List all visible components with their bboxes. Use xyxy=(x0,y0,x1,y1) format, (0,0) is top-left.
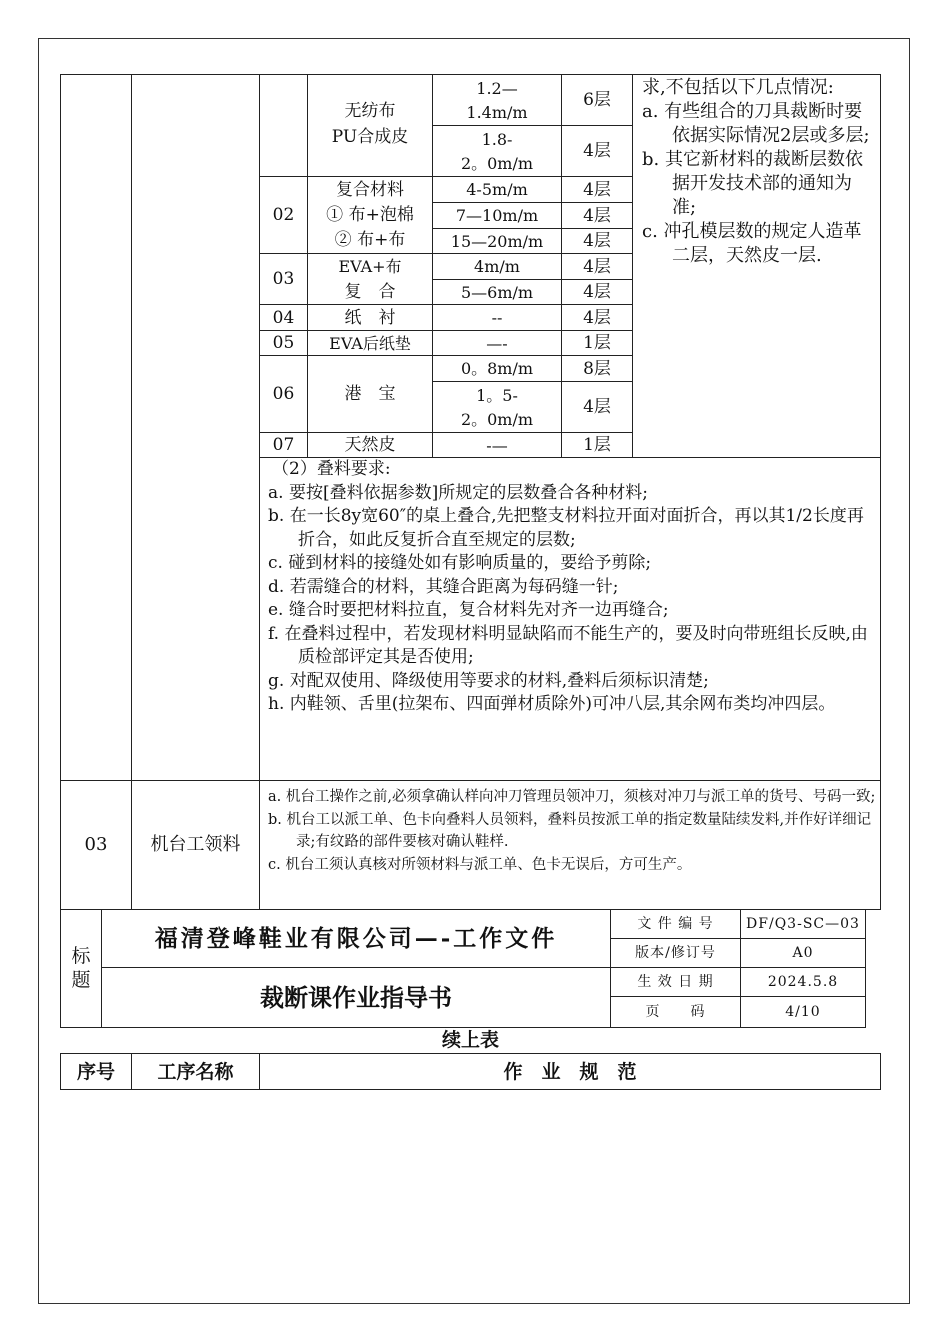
stacking-heading: （2）叠料要求: xyxy=(272,459,391,479)
layers: 1层 xyxy=(583,435,611,455)
stacking-item: e. 缝合时要把材料拉直，复合材料先对齐一边再缝合; xyxy=(268,600,669,620)
row-number: 04 xyxy=(272,307,295,328)
layers: 4层 xyxy=(583,141,611,161)
layers: 4层 xyxy=(583,179,611,200)
notes-intro: 求,不包括以下几点情况: xyxy=(642,77,834,98)
table-border-right xyxy=(880,74,881,909)
layers: 4层 xyxy=(583,397,611,417)
stacking-item: g. 对配双使用、降级使用等要求的材料,叠料后须标识清楚; xyxy=(268,670,709,691)
header-no: 序号 xyxy=(76,1060,115,1083)
thickness: 1.4m/m xyxy=(466,102,528,122)
stacking-item: h. 内鞋领、舌里(拉架布、四面弹材质除外)可冲八层,其余网布类均冲四层。 xyxy=(268,694,836,714)
note-b: b. 其它新材料的裁断层数依据开发技术部的通知为准; xyxy=(642,149,863,218)
field-value: DF/Q3-SC—03 xyxy=(746,916,860,932)
thickness: 1。5- xyxy=(476,385,518,405)
note-c: c. 冲孔模层数的规定人造革二层，天然皮一层. xyxy=(642,221,862,266)
field-value: 4/10 xyxy=(785,1004,821,1020)
title-side-label: 标题 xyxy=(71,945,91,991)
thickness: 0。8m/m xyxy=(460,359,534,378)
material-name: PU合成皮 xyxy=(331,127,409,147)
material-name: 港 宝 xyxy=(344,384,396,404)
thickness: 5—6m/m xyxy=(460,282,534,302)
grid-line xyxy=(632,74,633,458)
row-number: 03 xyxy=(272,269,295,289)
field-label: 生 效 日 期 xyxy=(637,974,714,990)
field-value: A0 xyxy=(792,945,814,961)
step-name: 机台工领料 xyxy=(150,834,241,855)
material-name: EVA+布 xyxy=(338,257,402,276)
header-spec: 作 业 规 范 xyxy=(503,1060,637,1083)
notes-panel xyxy=(642,76,876,268)
row-number: 06 xyxy=(272,384,295,404)
row-number: 05 xyxy=(272,333,295,353)
step-item: c. 机台工须认真核对所领材料与派工单、色卡无误后，方可生产。 xyxy=(268,856,692,873)
field-label: 版本/修订号 xyxy=(635,945,716,961)
thickness: 1.8- xyxy=(481,129,513,149)
material-name: 复 合 xyxy=(344,281,396,302)
step-item: b. 机台工以派工单、色卡向叠料人员领料，叠料员按派工单的指定数量陆续发料,并作好详细记录;有纹路的部件要核对确认鞋样. xyxy=(268,811,872,850)
document-title: 裁断课作业指导书 xyxy=(260,983,452,1012)
material-name: 复合材料 xyxy=(336,179,404,200)
layers: 8层 xyxy=(583,358,611,379)
field-label: 页 码 xyxy=(645,1004,706,1020)
stacking-item: f. 在叠料过程中，若发现材料明显缺陷而不能生产的，要及时向带班组长反映,由质检部评定其是否使用; xyxy=(268,623,868,667)
thickness: 4m/m xyxy=(474,257,520,276)
layers: 4层 xyxy=(583,256,611,277)
thickness: 2。0m/m xyxy=(460,153,534,173)
thickness: 4-5m/m xyxy=(466,180,528,199)
header-process-name: 工序名称 xyxy=(157,1060,234,1083)
step-item: a. 机台工操作之前,必须拿确认样向冲刀管理员领冲刀，须核对冲刀与派工单的货号、号码一致; xyxy=(268,789,876,805)
stacking-item: c. 碰到材料的接缝处如有影响质量的，要给予剪除; xyxy=(268,553,652,573)
row-number: 07 xyxy=(272,435,295,455)
material-name: 无纺布 xyxy=(344,101,396,121)
field-value: 2024.5.8 xyxy=(767,974,839,990)
layers: 4层 xyxy=(583,231,611,251)
layers: 4层 xyxy=(583,282,611,302)
layers: 4层 xyxy=(583,307,611,328)
thickness: 15—20m/m xyxy=(450,231,544,251)
company-name: 福清登峰鞋业有限公司—-工作文件 xyxy=(154,924,558,952)
continued-label: 续上表 xyxy=(441,1029,499,1051)
grid-line xyxy=(880,1053,881,1090)
material-name: 纸 衬 xyxy=(344,307,396,328)
layers: 6层 xyxy=(583,90,611,110)
stacking-item: b. 在一长8y宽60″的桌上叠合,先把整支材料拉开面对面折合，再以其1/2长度再折合，如此反复折合直至规定的层数; xyxy=(268,506,864,550)
thickness: —- xyxy=(486,333,508,353)
material-name: ① 布+泡棉 xyxy=(326,204,414,225)
layers: 1层 xyxy=(583,333,611,353)
note-a: a. 有些组合的刀具裁断时要依据实际情况2层或多层; xyxy=(642,101,870,146)
table-top-line xyxy=(60,74,881,75)
row-number: 02 xyxy=(272,205,295,225)
layers: 4层 xyxy=(583,205,611,226)
thickness: -— xyxy=(486,435,508,455)
field-label: 文 件 编 号 xyxy=(637,916,714,932)
material-name: EVA后纸垫 xyxy=(329,333,411,353)
thickness: 1.2— xyxy=(476,78,518,98)
step-instructions xyxy=(268,786,878,876)
material-name: 天然皮 xyxy=(344,435,396,455)
material-name: ② 布+布 xyxy=(334,229,406,250)
grid-line xyxy=(865,909,866,1027)
thickness: -- xyxy=(491,308,503,327)
grid-line xyxy=(60,1089,881,1090)
stacking-item: d. 若需缝合的材料，其缝合距离为每码缝一针; xyxy=(268,576,619,597)
step-number: 03 xyxy=(84,834,108,855)
thickness: 2。0m/m xyxy=(460,409,534,429)
stacking-requirements xyxy=(268,458,878,717)
thickness: 7—10m/m xyxy=(455,206,539,225)
stacking-item: a. 要按[叠料依据参数]所规定的层数叠合各种材料; xyxy=(268,482,648,503)
